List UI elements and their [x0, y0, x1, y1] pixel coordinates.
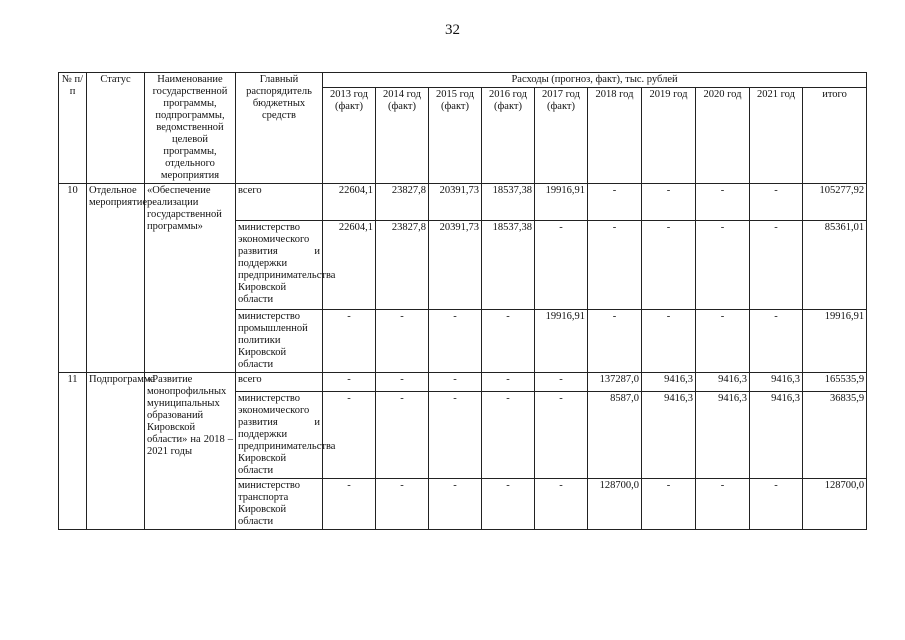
header-expenses: Расходы (прогноз, факт), тыс. рублей: [323, 73, 867, 88]
cell-value: -: [323, 392, 376, 479]
header-total: итого: [803, 88, 867, 184]
cell-value: -: [750, 479, 803, 530]
row-manager: всего: [236, 184, 323, 221]
header-row: [59, 73, 867, 88]
cell-value: 20391,73: [429, 184, 482, 221]
cell-value: -: [642, 479, 696, 530]
cell-value: 19916,91: [535, 184, 588, 221]
cell-value: 19916,91: [535, 310, 588, 373]
cell-value: -: [696, 479, 750, 530]
cell-value: -: [696, 310, 750, 373]
cell-value: -: [376, 373, 429, 392]
cell-value: -: [376, 392, 429, 479]
cell-value: 9416,3: [642, 373, 696, 392]
cell-value: -: [376, 310, 429, 373]
cell-value: -: [535, 392, 588, 479]
header-year: 2018 год: [588, 88, 642, 184]
header-year: 2014 год (факт): [376, 88, 429, 184]
cell-value: 128700,0: [588, 479, 642, 530]
cell-value: -: [482, 310, 535, 373]
cell-value: 9416,3: [642, 392, 696, 479]
cell-value: 9416,3: [750, 373, 803, 392]
row-num: 11: [59, 373, 87, 530]
header-year: 2015 год (факт): [429, 88, 482, 184]
cell-value: -: [482, 479, 535, 530]
cell-value: -: [482, 392, 535, 479]
cell-value: -: [696, 184, 750, 221]
cell-value: -: [750, 310, 803, 373]
cell-value: -: [429, 310, 482, 373]
cell-value: 8587,0: [588, 392, 642, 479]
cell-total: 85361,01: [803, 221, 867, 310]
cell-total: 165535,9: [803, 373, 867, 392]
header-name: Наименование государственной программы, подпрограммы, ведомственной целевой программы, отдельного мероприятия: [145, 73, 236, 184]
expenses-table: [58, 72, 867, 530]
header-manager: Главный распорядитель бюджетных средств: [236, 73, 323, 184]
row-manager: министерство экономического развития и поддержки предпринимательства Кировской области: [236, 221, 323, 310]
header-year: 2017 год (факт): [535, 88, 588, 184]
row-name: «Обеспечение реализации государственной программы»: [145, 184, 236, 373]
row-status: Отдельное мероприятие: [87, 184, 145, 373]
cell-total: 128700,0: [803, 479, 867, 530]
cell-value: -: [429, 479, 482, 530]
row-manager: министерство экономического развития и поддержки предпринимательства Кировской области: [236, 392, 323, 479]
header-year: 2020 год: [696, 88, 750, 184]
cell-value: -: [750, 184, 803, 221]
page-number: 32: [445, 22, 460, 38]
cell-value: 18537,38: [482, 184, 535, 221]
header-year: 2019 год: [642, 88, 696, 184]
cell-value: -: [323, 479, 376, 530]
cell-value: -: [429, 392, 482, 479]
cell-value: 9416,3: [696, 373, 750, 392]
cell-value: -: [535, 221, 588, 310]
row-name: «Развитие монопрофильных муниципальных образований Кировской области» на 2018 – 2021 годы: [145, 373, 236, 530]
cell-value: -: [642, 310, 696, 373]
cell-value: 22604,1: [323, 221, 376, 310]
cell-value: -: [588, 184, 642, 221]
cell-value: 23827,8: [376, 184, 429, 221]
cell-value: -: [535, 479, 588, 530]
cell-value: -: [750, 221, 803, 310]
cell-value: 20391,73: [429, 221, 482, 310]
cell-value: -: [482, 373, 535, 392]
cell-value: 22604,1: [323, 184, 376, 221]
header-year: 2016 год (факт): [482, 88, 535, 184]
cell-value: 23827,8: [376, 221, 429, 310]
row-num: 10: [59, 184, 87, 373]
header-status: Статус: [87, 73, 145, 184]
cell-value: -: [535, 373, 588, 392]
table-row: [59, 184, 867, 221]
table-row: [59, 373, 867, 392]
cell-total: 19916,91: [803, 310, 867, 373]
cell-value: -: [696, 221, 750, 310]
row-manager: министерство транспорта Кировской области: [236, 479, 323, 530]
row-manager: министерство промышленной политики Кировской области: [236, 310, 323, 373]
cell-value: -: [642, 221, 696, 310]
header-num: № п/п: [59, 73, 87, 184]
cell-value: 9416,3: [696, 392, 750, 479]
row-status: Подпрограмма: [87, 373, 145, 530]
header-year: 2013 год (факт): [323, 88, 376, 184]
cell-total: 105277,92: [803, 184, 867, 221]
cell-value: -: [429, 373, 482, 392]
cell-value: 18537,38: [482, 221, 535, 310]
cell-value: -: [588, 310, 642, 373]
cell-value: -: [376, 479, 429, 530]
cell-value: 9416,3: [750, 392, 803, 479]
cell-value: -: [323, 310, 376, 373]
cell-value: -: [323, 373, 376, 392]
cell-value: -: [588, 221, 642, 310]
cell-value: 137287,0: [588, 373, 642, 392]
header-year: 2021 год: [750, 88, 803, 184]
row-manager: всего: [236, 373, 323, 392]
cell-value: -: [642, 184, 696, 221]
cell-total: 36835,9: [803, 392, 867, 479]
